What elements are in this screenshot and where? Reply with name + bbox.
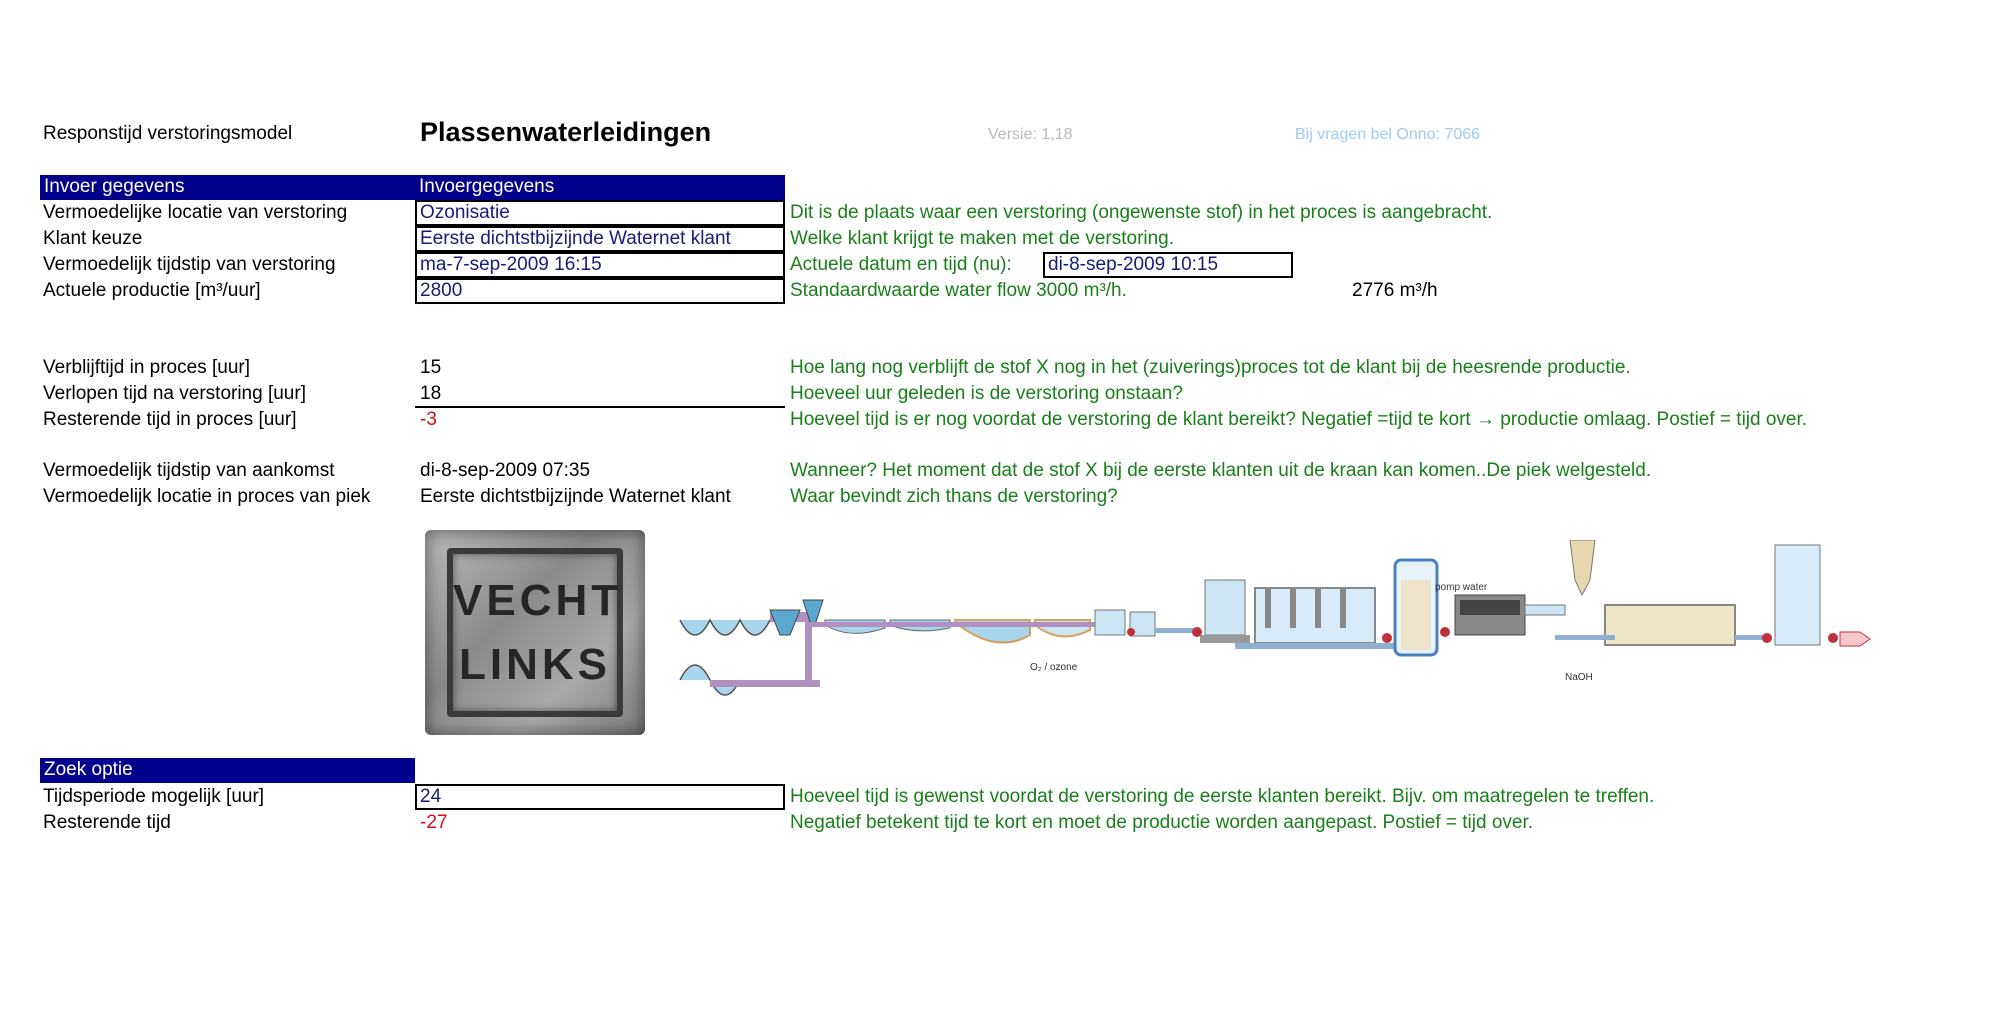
- residence-time-value: 15: [420, 357, 442, 378]
- plaque-text-line2: LINKS: [459, 640, 611, 689]
- company-title: Plassenwaterleidingen: [420, 117, 712, 147]
- label-production: Actuele productie [m³/uur]: [43, 280, 261, 301]
- input-header-right: Invoergegevens: [415, 175, 785, 200]
- input-header-left: Invoer gegevens: [40, 175, 415, 200]
- diagram-label-pump: pomp water: [1435, 582, 1488, 593]
- label-arrival-time: Vermoedelijk tijdstip van aankomst: [43, 460, 335, 481]
- model-title: Responstijd verstoringsmodel: [43, 123, 293, 144]
- version-label: Versie:: [988, 126, 1037, 143]
- contact-info: Bij vragen bel Onno: 7066: [1295, 126, 1481, 143]
- intake-basins: [680, 612, 820, 695]
- help-production: Standaardwaarde water flow 3000 m³/h.: [790, 280, 1127, 301]
- label-search-remaining: Resterende tijd: [43, 812, 171, 833]
- help-search-remaining: Negatief betekent tijd te kort en moet de productie worden aangepast. Postief = tijd over.: [790, 812, 1534, 833]
- search-remaining-value: -27: [420, 812, 448, 833]
- vecht-links-plaque-image: [425, 530, 645, 735]
- label-peak-location: Vermoedelijk locatie in proces van piek: [43, 486, 371, 507]
- filter-tanks: [1235, 588, 1395, 649]
- flow-number: 2776: [1352, 280, 1395, 301]
- settling-basins: [810, 620, 1095, 643]
- dosing-silo: [1570, 540, 1595, 595]
- remaining-time-value: -3: [420, 409, 437, 430]
- plaque-border: [447, 548, 623, 717]
- customer-select[interactable]: Eerste dichtstbijzijnde Waternet klant: [415, 226, 785, 252]
- peak-location-value: Eerste dichtstbijzijnde Waternet klant: [420, 486, 731, 507]
- help-residence-time: Hoe lang nog verblijft de stof X nog in het (zuiverings)proces tot de klant bij de heesrende productie.: [790, 357, 1631, 378]
- elapsed-time-value: 18: [420, 383, 442, 404]
- screens: [770, 600, 823, 635]
- version-value: 1,18: [1041, 126, 1073, 143]
- help-location: Dit is de plaats waar een verstoring (ongewenste stof) in het proces is aangebracht.: [790, 202, 1493, 223]
- version-info: [988, 126, 1073, 144]
- time-period-input[interactable]: 24: [415, 784, 785, 810]
- process-flow-diagram: [675, 540, 1875, 720]
- label-customer: Klant keuze: [43, 228, 143, 249]
- arrival-time-value: di-8-sep-2009 07:35: [420, 460, 591, 481]
- flow-unit: m³/h: [1399, 280, 1438, 301]
- help-elapsed-time: Hoeveel uur geleden is de verstoring onstaan?: [790, 383, 1183, 404]
- diagram-label-ozone: O₂ / ozone: [1030, 662, 1078, 673]
- label-disturbance-time: Vermoedelijk tijdstip van verstoring: [43, 254, 336, 275]
- sand-filter: [1555, 605, 1765, 645]
- disturbance-time-input[interactable]: ma-7-sep-2009 16:15: [415, 252, 785, 278]
- softening-reactor: [1455, 595, 1565, 635]
- label-residence-time: Verblijftijd in proces [uur]: [43, 357, 250, 378]
- diagram-label-naoh: NaOH: [1565, 672, 1593, 683]
- label-location: Vermoedelijke locatie van verstoring: [43, 202, 348, 223]
- label-remaining-time: Resterende tijd in proces [uur]: [43, 409, 297, 430]
- help-remaining-time: Hoeveel tijd is er nog voordat de verstoring de klant bereikt? Negatief =tijd te kort → productie omlaag. Postief = tijd over.: [790, 409, 1808, 430]
- label-elapsed-time: Verlopen tijd na verstoring [uur]: [43, 383, 306, 404]
- help-customer: Welke klant krijgt te maken met de verstoring.: [790, 228, 1175, 249]
- help-peak-location: Waar bevindt zich thans de verstoring?: [790, 486, 1118, 507]
- plaque-text-line1: VECHT: [453, 576, 623, 625]
- location-select[interactable]: Ozonisatie: [415, 200, 785, 226]
- result-underline: [415, 406, 785, 408]
- production-input[interactable]: 2800: [415, 278, 785, 304]
- current-datetime-field[interactable]: di-8-sep-2009 10:15: [1043, 252, 1293, 278]
- label-time-period: Tijdsperiode mogelijk [uur]: [43, 786, 265, 807]
- search-header: Zoek optie: [40, 758, 415, 783]
- help-current-datetime: Actuele datum en tijd (nu):: [790, 254, 1012, 275]
- carbon-column: [1382, 560, 1450, 655]
- pretreatment-tanks: [1095, 610, 1195, 636]
- ozonation-column: [1192, 580, 1250, 643]
- help-arrival-time: Wanneer? Het moment dat de stof X bij de eerste klanten uit de kraan kan komen..De piek welgesteld.: [790, 460, 1652, 481]
- help-time-period: Hoeveel tijd is gewenst voordat de verstoring de eerste klanten bereikt. Bijv. om maatregelen te treffen.: [790, 786, 1655, 807]
- clear-water-reservoir: [1762, 545, 1870, 646]
- flow-value: [1352, 279, 1438, 303]
